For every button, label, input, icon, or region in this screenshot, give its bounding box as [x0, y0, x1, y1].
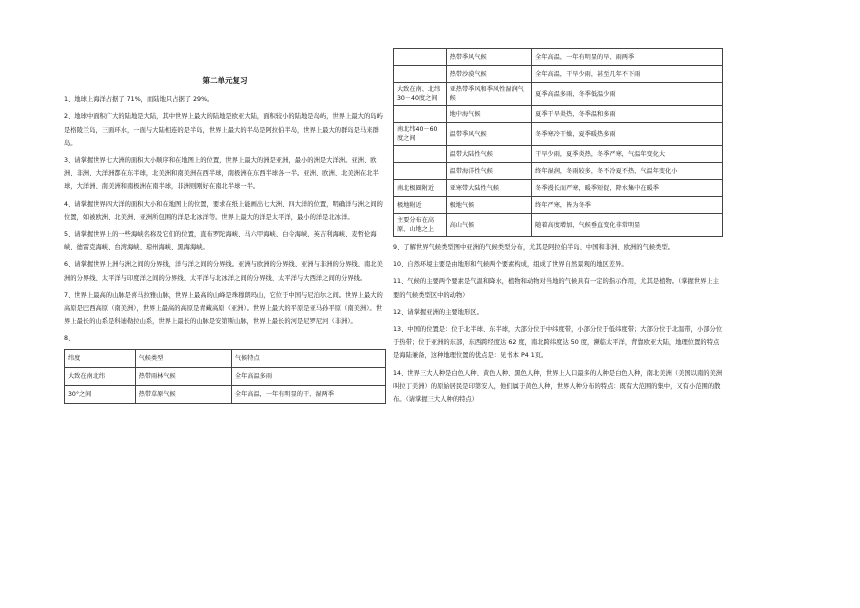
header-climate-feature: 气候特点	[231, 349, 385, 367]
table-cell: 大致在南北纬	[65, 367, 136, 385]
table-row	[394, 106, 723, 123]
table-cell: 亚寒带大陆性气候	[446, 180, 532, 197]
table-cell: 终年湿润，冬雨较多，冬不冷夏不热，气温年变化小	[532, 163, 723, 180]
table-cell: 全年高温，一年有明显的旱、雨两季	[532, 49, 723, 66]
paragraph-10: 10、自然环境主要是由地形和气候两个要素构成，组成了世界自然景观的地区差异。	[393, 261, 628, 269]
table-cell: 干旱少雨，夏季炎热，冬季严寒，气温年变化大	[532, 146, 723, 163]
table-cell	[394, 49, 447, 66]
table-row	[394, 146, 723, 163]
header-climate-type: 气候类型	[135, 349, 231, 367]
table-cell: 温带季风气候	[446, 123, 532, 146]
table-cell: 热带草原气候	[135, 385, 231, 403]
table-cell: 地中海气候	[446, 106, 532, 123]
right-column	[393, 48, 723, 410]
table-cell: 夏季高温多雨，冬季低温少雨	[532, 83, 723, 106]
table-row	[65, 367, 386, 385]
table-cell: 30°之间	[65, 385, 136, 403]
table-cell: 大致在南、北纬 30－40度之间	[394, 83, 447, 106]
table-cell	[394, 146, 447, 163]
table-row	[394, 197, 723, 214]
paragraph-4: 4、请掌握世界四大洋的面积大小和在地图上的位置，要求在纸上能画出七大洲、四大洋的位置，明确洋与洲之间的位置，如被欧洲、北美洲、亚洲所包围的洋是北冰洋等。世界上最大的洋是太平洋，最小的洋是北冰洋。	[64, 200, 383, 221]
table-row	[65, 385, 386, 403]
paragraph-5: 5、请掌握世界上的一些海峡名称及它们的位置，直布罗陀海峡、马六甲海峡、白令海峡、英吉利海峡、麦哲伦海峡、德雷克海峡、台湾海峡、琼州海峡、黑海海峡。	[64, 231, 377, 252]
table-cell	[394, 66, 447, 83]
table-row	[394, 163, 723, 180]
table-cell: 南北极圈附近	[394, 180, 447, 197]
table-cell: 极地附近	[394, 197, 447, 214]
table-cell: 随着高度增加，气候垂直变化非常明显	[532, 214, 723, 237]
paragraph-13: 13、中国的位置是：位于北半球、东半球，大部分位于中纬度带，小部分位于低纬度带；大部分位于北温带，小部分位于热带；位于亚洲的东部，东西跨经度达 62 度，南北跨纬度达 50 度，濒临太平洋，背靠欧亚大陆，地理位置的特点是海陆兼备，这种地理位置的优点是：见书本 P4 1页。	[393, 326, 723, 360]
climate-table-part2	[393, 48, 723, 237]
table-row	[394, 180, 723, 197]
table-cell: 热带沙漠气候	[446, 66, 532, 83]
table-cell: 夏季干旱炎热，冬季温和多雨	[532, 106, 723, 123]
paragraph-3: 3、请掌握世界七大洲的面积大小顺序和在地图上的位置，世界上最大的洲是亚洲，最小的洲是大洋洲。亚洲、欧洲、非洲、大洋洲都在东半球，北美洲和南美洲在西半球，南极洲在东西半球各一半。亚洲、欧洲、北美洲在北半球，大洋洲、南美洲和南极洲在南半球，非洲则刚好在南北半球一半。	[64, 157, 379, 191]
table-row	[394, 83, 723, 106]
table-cell: 温带海洋性气候	[446, 163, 532, 180]
page-title: 第二单元复习	[202, 76, 248, 85]
table-cell: 温带大陆性气候	[446, 146, 532, 163]
table-cell: 冬季寒冷干燥，夏季暖热多雨	[532, 123, 723, 146]
paragraph-8: 8、	[64, 335, 75, 343]
table-cell: 热带雨林气候	[135, 367, 231, 385]
table-row	[394, 49, 723, 66]
table-cell: 终年严寒，皆为冬季	[532, 197, 723, 214]
table-row	[394, 214, 723, 237]
table-cell: 热带季风气候	[446, 49, 532, 66]
table-cell: 高山气候	[446, 214, 532, 237]
paragraph-2: 2、地球中面积广大的陆地是大陆，其中世界上最大的陆地是欧亚大陆，面积较小的陆地是岛屿，世界上最大的岛屿是格陵兰岛，三面环水，一面与大陆相连的是半岛，世界上最大的半岛是阿拉伯半岛，世界上最大的群岛是马来群岛。	[64, 113, 383, 147]
table-cell: 主要分布在高原、山地之上	[394, 214, 447, 237]
paragraph-9: 9、了解世界气候类型图中亚洲的气候类型分布，尤其是阿拉伯半岛、中国和非洲、欧洲的气候类型。	[393, 244, 675, 251]
table-cell	[394, 106, 447, 123]
table-cell: 全年高温，一年有明显的干、湿两季	[231, 385, 385, 403]
table-cell: 南北纬40－60度之间	[394, 123, 447, 146]
paragraph-1: 1、地球上海洋占据了 71%，而陆地只占据了 29%。	[64, 96, 214, 104]
header-latitude: 纬度	[65, 349, 136, 367]
paragraph-6: 6、请掌握世界上洲与洲之间的分界线，洋与洋之间的分界线。亚洲与欧洲的分界线、亚洲与非洲的分界线、南北美洲的分界线、太平洋与印度洋之间的分界线、太平洋与北冰洋之间的分界线、太平洋与大西洋之间的分界线。	[64, 261, 383, 282]
table-header-row	[65, 349, 386, 367]
table-cell: 全年高温多雨	[231, 367, 385, 385]
climate-table-part1	[64, 349, 386, 404]
table-row	[394, 123, 723, 146]
table-cell: 冬季漫长而严寒，暖季短促，降水集中在暖季	[532, 180, 723, 197]
paragraph-14: 14、世界三大人种是白色人种、黄色人种、黑色人种，世界上人口最多的人种是白色人种，南北美洲（美国以南的美洲叫拉丁美洲）的原始居民是印第安人，他们属于黄色人种，世界人种分布的特点：既有大范围的集中，又有小范围的散布。（请掌握三大人种的特点）	[393, 369, 723, 404]
table-row	[394, 66, 723, 83]
table-cell	[394, 163, 447, 180]
table-cell: 亚热带季风和季风性湿润气候	[446, 83, 532, 106]
paragraph-11: 11、气候的主要两个要素是气温和降水，植物和动物对当地的气候具有一定的指示作用，尤其是植物。（掌握世界上主要的气候类型区中的动物）	[393, 278, 720, 299]
table-cell: 极地气候	[446, 197, 532, 214]
left-column	[64, 74, 386, 404]
paragraph-7: 7、世界上最高的山脉是喜马拉雅山脉，世界上最高的山峰是珠穆朗玛山，它位于中国与尼泊尔之间。世界上最大的高原是巴西高原（南美洲），世界上最高的高原是青藏高原（亚洲）。世界上最大的平原是亚马孙平原（南美洲）。世界上最长的山系是科迪勒拉山系，世界上最长的山脉是安第斯山脉，世界上最长的河是尼罗尼河（非洲）。	[64, 291, 383, 326]
paragraph-12: 12、请掌握亚洲的主要地形区。	[393, 308, 483, 316]
table-cell: 全年高温，干旱少雨，甚至几年不下雨	[532, 66, 723, 83]
